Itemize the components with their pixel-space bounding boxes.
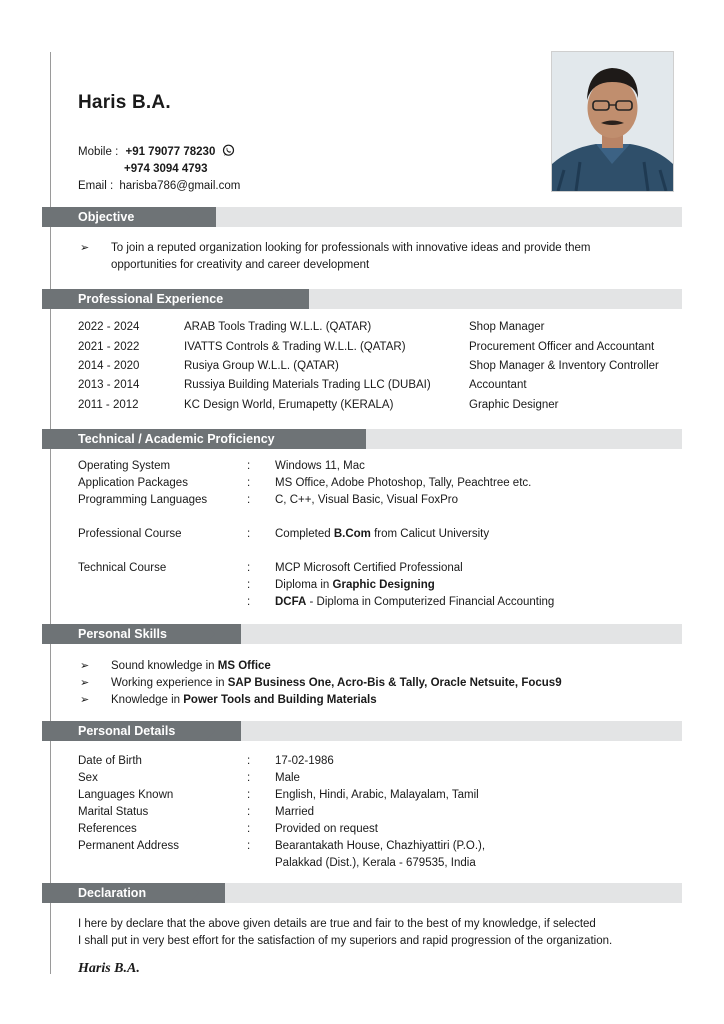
band-arrow [189,883,199,903]
candidate-name: Haris B.A. [78,92,171,113]
tech-label: Technical Course [78,562,167,574]
mobile-number-2[interactable]: +974 3094 4793 [124,163,208,175]
section-title: Technical / Academic Proficiency [42,429,366,449]
skill-bullet: ➢ [80,660,90,672]
detail-value: 17-02-1986 [275,755,334,767]
section-technical [42,429,682,449]
text: Diploma in [275,579,333,591]
tech-value [275,596,554,608]
colon: : [247,806,251,818]
colon: : [247,789,251,801]
text-bold: B.Com [333,528,371,540]
exp-role: Procurement Officer and Accountant [469,341,655,353]
detail-value: Married [275,806,314,818]
exp-company: Russiya Building Materials Trading LLC (DUBAI) [184,379,431,391]
section-title: Personal Skills [42,624,241,644]
skill-item [111,658,271,675]
colon: : [247,460,251,472]
detail-value: Provided on request [275,823,378,835]
tech-value [275,579,435,591]
colon: : [247,840,251,852]
skill-item [111,675,562,692]
tech-value: Windows 11, Mac [275,460,365,472]
objective-text-1: To join a reputed organization looking for professionals with innovative ideas and provide them [111,242,591,254]
tech-value: MCP Microsoft Certified Professional [275,562,463,574]
band-arrow [180,207,190,227]
profile-photo [551,51,674,192]
tech-label: Operating System [78,460,171,472]
detail-value: Bearantakath House, Chazhiyattiri (P.O.), [275,840,486,852]
band-arrow [273,289,283,309]
band-arrow [205,721,215,741]
text-bold: DCFA [275,596,307,608]
section-experience [42,289,682,309]
exp-company: ARAB Tools Trading W.L.L. (QATAR) [184,321,372,333]
detail-label: Languages Known [78,789,174,801]
tech-value: C, C++, Visual Basic, Visual FoxPro [275,494,459,506]
detail-value: Palakkad (Dist.), Kerala - 679535, India [275,857,476,869]
colon: : [247,772,251,784]
whatsapp-icon [222,144,235,163]
section-title: Professional Experience [42,289,309,309]
section-title: Declaration [42,883,225,903]
exp-role: Shop Manager [469,321,545,333]
exp-role: Accountant [469,379,527,391]
objective-text-2: opportunities for creativity and career development [111,259,370,271]
objective-bullet: ➢ [80,242,90,254]
section-title: Objective [42,207,216,227]
mobile-label: Mobile : [78,146,119,158]
text-bold: Power Tools and Building Materials [183,694,377,706]
tech-value [275,528,489,540]
email-label: Email : [78,180,114,192]
tech-value: MS Office, Adobe Photoshop, Tally, Peachtree etc. [275,477,532,489]
skill-bullet: ➢ [80,677,90,689]
section-declaration [42,883,682,903]
colon: : [247,477,251,489]
band-arrow [330,429,340,449]
exp-period: 2011 - 2012 [78,399,139,411]
mobile-line-2 [124,161,207,178]
text: - Diploma in Computerized Financial Accounting [306,596,555,608]
colon: : [247,755,251,767]
text: Working experience in [111,677,228,689]
detail-label: Marital Status [78,806,149,818]
declaration-text-2: I shall put in very best effort for the satisfaction of my superiors and rapid progression of the organization. [78,935,613,947]
detail-value: Male [275,772,300,784]
exp-role: Shop Manager & Inventory Controller [469,360,659,372]
band-arrow [205,624,215,644]
detail-label: References [78,823,137,835]
colon: : [247,562,251,574]
text: Sound knowledge in [111,660,218,672]
mobile-number-1[interactable]: +91 79077 78230 [125,146,216,158]
skill-bullet: ➢ [80,694,90,706]
text-bold: MS Office [217,660,271,672]
left-margin-rule [50,52,51,974]
exp-company: IVATTS Controls & Trading W.L.L. (QATAR) [184,341,406,353]
colon: : [247,494,251,506]
detail-label: Sex [78,772,98,784]
exp-period: 2014 - 2020 [78,360,140,372]
text-bold: Graphic Designing [332,579,435,591]
colon: : [247,596,251,608]
email-line [78,178,240,195]
exp-company: Rusiya Group W.L.L. (QATAR) [184,360,339,372]
exp-period: 2022 - 2024 [78,321,140,333]
section-details [42,721,682,741]
text: Knowledge in [111,694,184,706]
tech-label: Programming Languages [78,494,208,506]
colon: : [247,823,251,835]
colon: : [247,528,251,540]
signature: Haris B.A. [78,961,140,976]
exp-period: 2013 - 2014 [78,379,140,391]
colon: : [247,579,251,591]
declaration-text-1: I here by declare that the above given details are true and fair to the best of my knowledge, if selected [78,918,596,930]
text: from Calicut University [370,528,490,540]
tech-label: Professional Course [78,528,182,540]
exp-company: KC Design World, Erumapetty (KERALA) [184,399,394,411]
detail-value: English, Hindi, Arabic, Malayalam, Tamil [275,789,479,801]
section-skills [42,624,682,644]
skill-item [111,692,377,709]
section-objective [42,207,682,227]
text: Completed [275,528,334,540]
text-bold: SAP Business One, Acro-Bis & Tally, Oracle Netsuite, Focus9 [227,677,562,689]
exp-role: Graphic Designer [469,399,559,411]
email-address[interactable]: harisba786@gmail.com [119,180,241,192]
tech-label: Application Packages [78,477,188,489]
detail-label: Permanent Address [78,840,180,852]
section-title: Personal Details [42,721,241,741]
exp-period: 2021 - 2022 [78,341,140,353]
detail-label: Date of Birth [78,755,142,767]
